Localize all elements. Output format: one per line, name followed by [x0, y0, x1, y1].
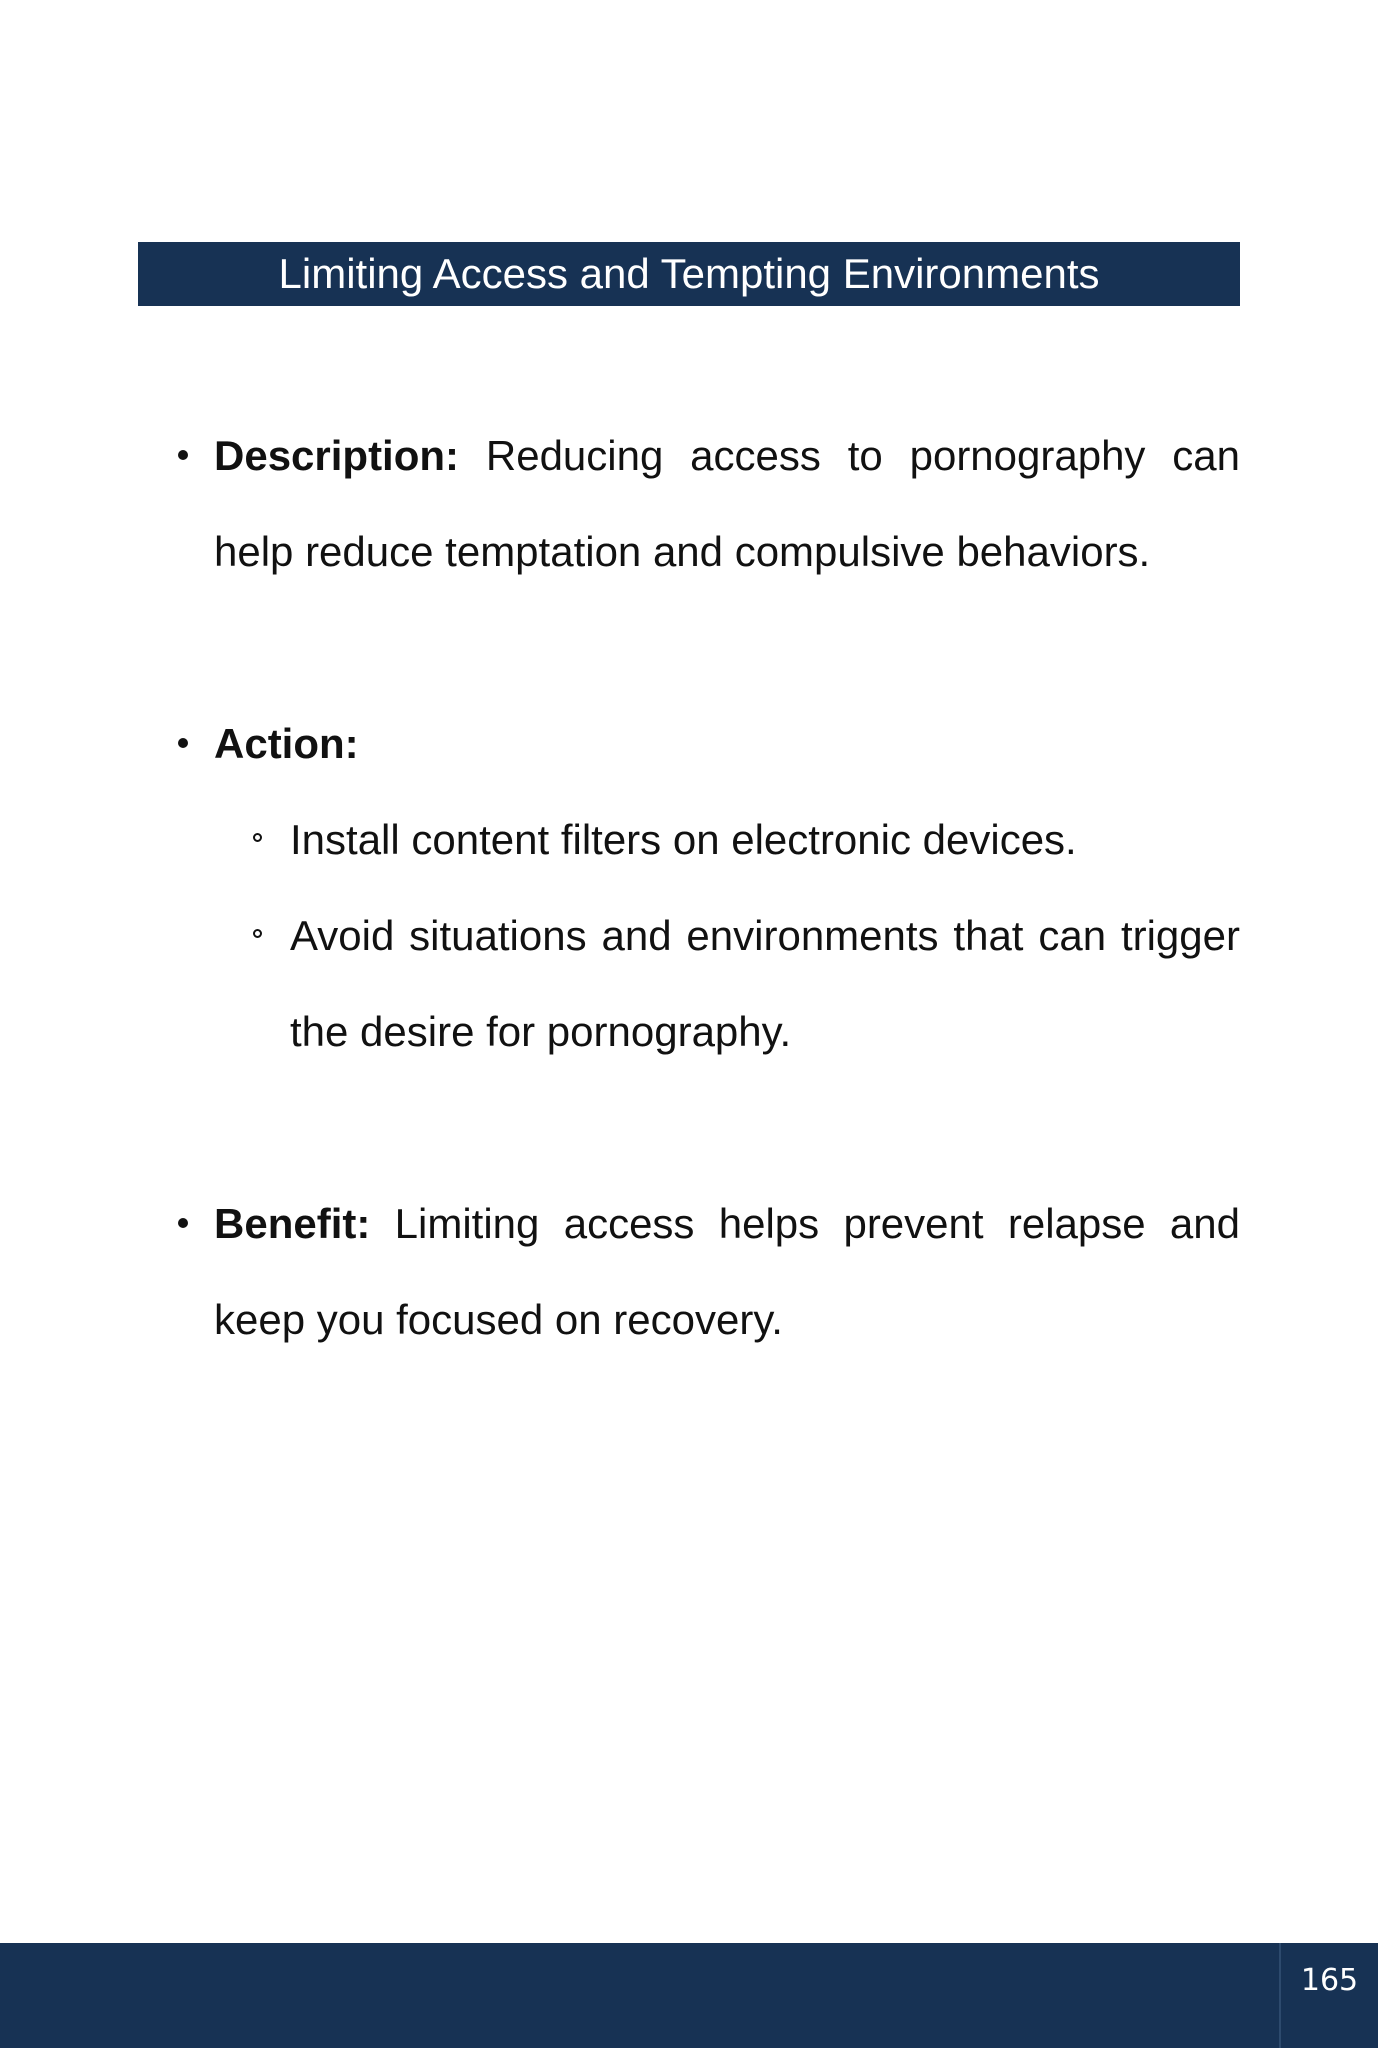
bullet-item-benefit [138, 1176, 1240, 1368]
page-number [1279, 1943, 1378, 2048]
sub-item-text: Install content filters on electronic devices. [290, 816, 1077, 863]
section-title-bar [138, 242, 1240, 306]
action-sub-list [214, 792, 1240, 1080]
bullet-label-benefit: Benefit: [214, 1200, 371, 1247]
circle-bullet-icon [253, 929, 262, 938]
circle-bullet-icon [253, 833, 262, 842]
sub-item-filters [214, 792, 1240, 888]
sub-item-avoid [214, 888, 1240, 1080]
bullet-icon [178, 1218, 188, 1228]
sub-item-text: Avoid situations and environments that can trigger the desire for pornography. [290, 912, 1240, 1055]
bullet-icon [178, 450, 188, 460]
bullet-item-action [138, 696, 1240, 1080]
bullet-text-benefit: Limiting access helps prevent relapse and keep you focused on recovery. [214, 1200, 1241, 1343]
section-title: Limiting Access and Tempting Environments [278, 250, 1100, 297]
bullet-label-action: Action: [214, 720, 359, 767]
bullet-list [138, 408, 1240, 1368]
bullet-item-description [138, 408, 1240, 600]
bullet-label-description: Description: [214, 432, 460, 479]
bullet-icon [178, 738, 188, 748]
footer-bar [0, 1943, 1378, 2048]
bullet-text-description: Reducing access to pornography can help reduce temptation and compulsive behaviors. [214, 432, 1240, 575]
page-number-text: 165 [1300, 1963, 1359, 1998]
